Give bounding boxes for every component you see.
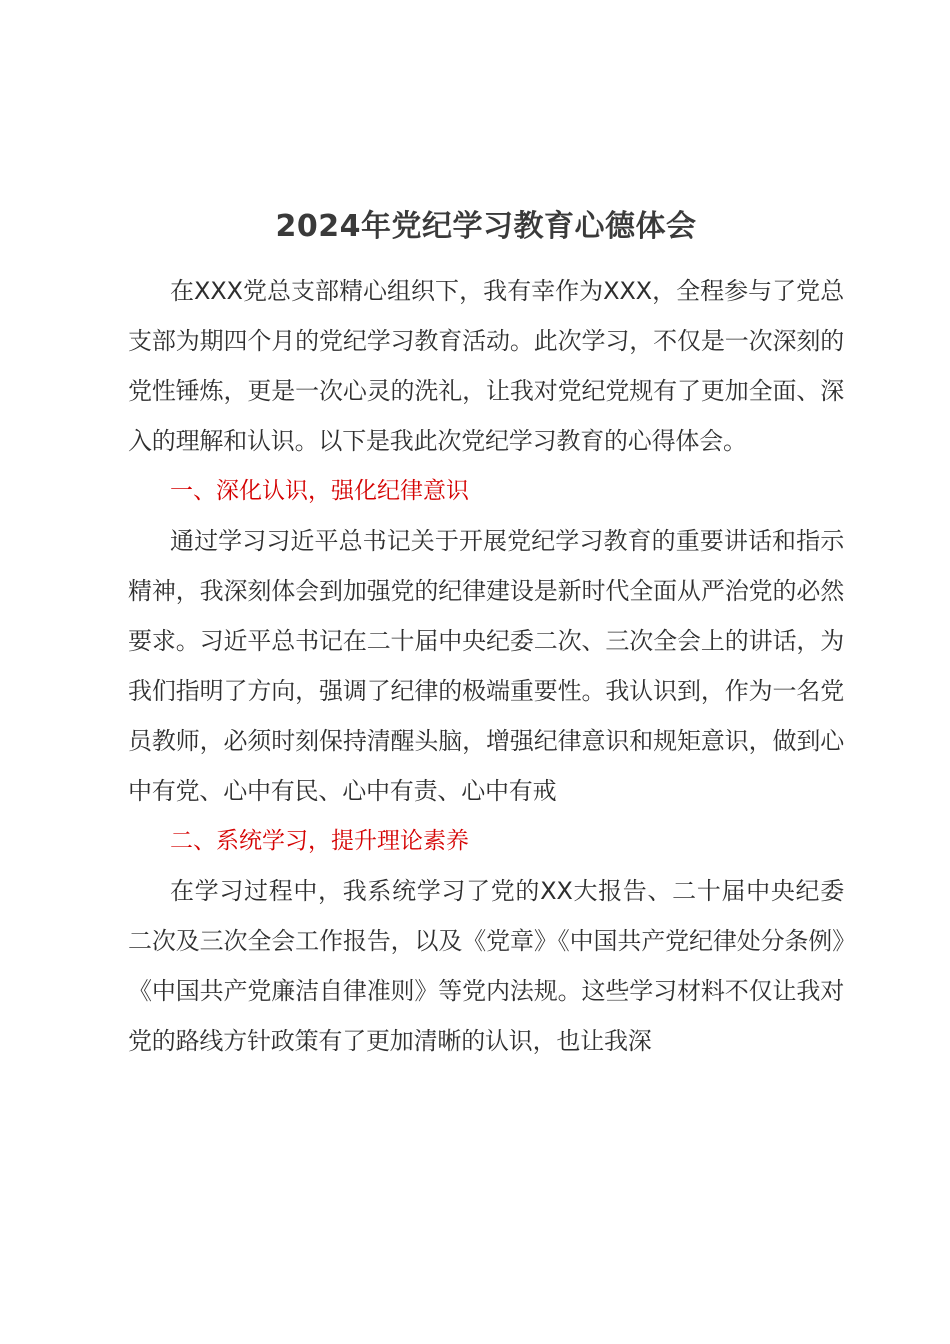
document-page <box>128 202 844 1066</box>
document-title: 2024年党纪学习教育心德体会 <box>275 209 697 244</box>
section-body-1: 通过学习习近平总书记关于开展党纪学习教育的重要讲话和指示精神，我深刻体会到加强党的纪律建设是新时代全面从严治党的必然要求。习近平总书记在二十届中央纪委二次、三次全会上的讲话，为我们指明了方向，强调了纪律的极端重要性。我认识到，作为一名党员教师，必须时刻保持清醒头脑，增强纪律意识和规矩意识，做到心中有党、心中有民、心中有责、心中有戒 <box>128 527 844 805</box>
intro-paragraph: 在XXX党总支部精心组织下，我有幸作为XXX，全程参与了党总支部为期四个月的党纪学习教育活动。此次学习，不仅是一次深刻的党性锤炼，更是一次心灵的洗礼，让我对党纪党规有了更加全面、深入的理解和认识。以下是我此次党纪学习教育的心得体会。 <box>128 277 844 455</box>
section-heading-2: 二、系统学习，提升理论素养 <box>170 828 469 854</box>
section-body-2: 在学习过程中，我系统学习了党的XX大报告、二十届中央纪委二次及三次全会工作报告，以及《党章》《中国共产党纪律处分条例》《中国共产党廉洁自律准则》等党内法规。这些学习材料不仅让我对党的路线方针政策有了更加清晰的认识，也让我深 <box>128 877 844 1055</box>
section-heading-1: 一、深化认识，强化纪律意识 <box>170 478 469 504</box>
